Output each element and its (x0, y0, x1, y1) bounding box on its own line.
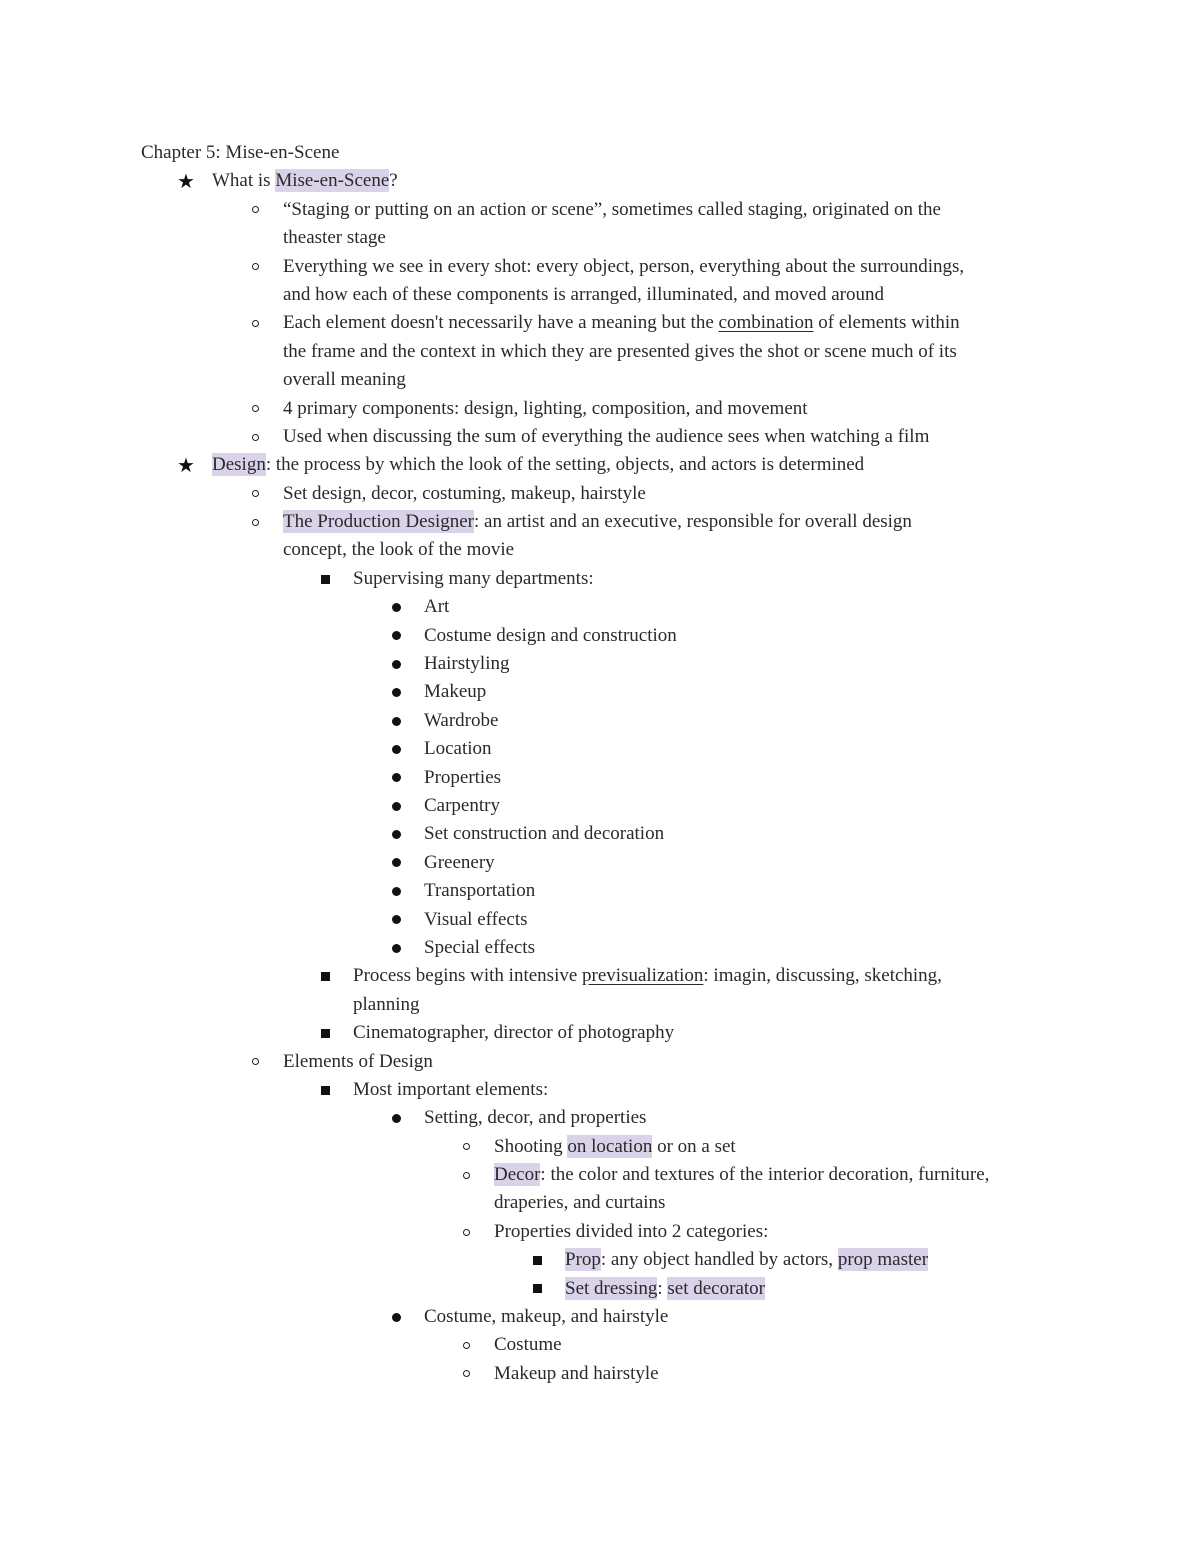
square-bullet-icon (528, 1275, 546, 1303)
circle-bullet-icon (246, 1048, 264, 1076)
list-item (0, 622, 1200, 650)
list-item (0, 820, 1200, 848)
list-item (0, 1133, 1200, 1161)
list-item (0, 1246, 1200, 1274)
item-text: : the process by which the look of the setting, objects, and actors is determined (265, 454, 865, 476)
item-text: 4 primary components: design, lighting, composition, and movement (283, 397, 808, 419)
list-item (0, 934, 1200, 962)
circle-bullet-icon (246, 423, 264, 451)
item-text: “Staging or putting on an action or scene”, sometimes called staging, originated on the (283, 198, 941, 220)
square-bullet-icon (528, 1246, 546, 1274)
square-bullet-icon (316, 962, 334, 990)
dot-bullet-icon (387, 1303, 405, 1331)
department-item: Location (424, 738, 492, 760)
circle-bullet-icon (457, 1360, 475, 1388)
item-text: concept, the look of the movie (283, 539, 515, 561)
list-item (0, 906, 1200, 934)
item-text: : the color and textures of the interior decoration, furniture, (540, 1164, 990, 1186)
list-item (0, 1360, 1200, 1388)
circle-bullet-icon (246, 309, 264, 337)
item-text: and how each of these components is arranged, illuminated, and moved around (283, 283, 884, 305)
dot-bullet-icon (387, 622, 405, 650)
highlighted-term: Prop (565, 1249, 601, 1271)
list-item (0, 1218, 1200, 1246)
circle-bullet-icon (246, 395, 264, 423)
list-item (0, 565, 1200, 593)
star-bullet-icon: ★ (177, 453, 195, 478)
list-item (0, 735, 1200, 763)
item-text: Costume, makeup, and hairstyle (424, 1306, 669, 1328)
document-body (0, 139, 1200, 1388)
item-text: Process begins with intensive (353, 965, 583, 987)
dot-bullet-icon (387, 792, 405, 820)
list-item (0, 849, 1200, 877)
circle-bullet-icon (457, 1161, 475, 1189)
item-text: Supervising many departments: (353, 567, 594, 589)
list-item (0, 1275, 1200, 1303)
underlined-term: combination (718, 312, 814, 334)
list-item-continuation (0, 366, 1200, 394)
square-bullet-icon (316, 1076, 334, 1104)
list-item (0, 253, 1200, 281)
question-suffix: ? (389, 170, 398, 192)
list-item (0, 707, 1200, 735)
chapter-title-line (0, 139, 1200, 167)
highlighted-term: Set dressing (565, 1277, 658, 1299)
underlined-term: previsualization (582, 965, 704, 987)
item-text: Costume (494, 1334, 562, 1356)
highlighted-term: prop master (837, 1249, 929, 1271)
circle-bullet-icon (246, 253, 264, 281)
department-item: Hairstyling (424, 653, 510, 675)
circle-bullet-icon (246, 480, 264, 508)
list-item (0, 1076, 1200, 1104)
square-bullet-icon (316, 1019, 334, 1047)
highlighted-term: The Production Designer (283, 511, 475, 533)
item-text: Everything we see in every shot: every object, person, everything about the surroundings, (283, 255, 965, 277)
list-item (0, 593, 1200, 621)
dot-bullet-icon (387, 764, 405, 792)
item-text: : any object handled by actors, (600, 1249, 838, 1271)
item-text: : an artist and an executive, responsible for overall design (474, 511, 912, 533)
list-item (0, 1104, 1200, 1132)
item-text: overall meaning (283, 369, 406, 391)
highlighted-term: Design (212, 454, 266, 476)
item-text: Each element doesn't necessarily have a meaning but the (283, 312, 719, 334)
department-item: Wardrobe (424, 709, 499, 731)
square-bullet-icon (316, 565, 334, 593)
department-item: Visual effects (424, 908, 528, 930)
list-item (0, 167, 1200, 195)
list-item (0, 309, 1200, 337)
circle-bullet-icon (246, 196, 264, 224)
department-item: Art (424, 596, 450, 618)
highlighted-term: Mise-en-Scene (275, 170, 390, 192)
list-item-continuation (0, 338, 1200, 366)
dot-bullet-icon (387, 906, 405, 934)
department-item: Properties (424, 766, 502, 788)
department-item: Transportation (424, 880, 536, 902)
item-text: Properties divided into 2 categories: (494, 1220, 769, 1242)
circle-bullet-icon (246, 508, 264, 536)
list-item-continuation (0, 1189, 1200, 1217)
item-text: of elements within (813, 312, 960, 334)
circle-bullet-icon (457, 1218, 475, 1246)
list-item-continuation (0, 536, 1200, 564)
item-text: Setting, decor, and properties (424, 1107, 647, 1129)
department-item: Costume design and construction (424, 624, 677, 646)
item-text: planning (353, 993, 420, 1015)
dot-bullet-icon (387, 593, 405, 621)
dot-bullet-icon (387, 678, 405, 706)
list-item (0, 962, 1200, 990)
list-item (0, 480, 1200, 508)
item-text: Elements of Design (283, 1050, 433, 1072)
dot-bullet-icon (387, 650, 405, 678)
item-text: the frame and the context in which they are presented gives the shot or scene much of its (283, 340, 957, 362)
list-item-continuation (0, 281, 1200, 309)
list-item (0, 1161, 1200, 1189)
list-item (0, 650, 1200, 678)
dot-bullet-icon (387, 820, 405, 848)
item-text: : imagin, discussing, sketching, (703, 965, 942, 987)
chapter-title: Chapter 5: Mise-en-Scene (141, 142, 340, 163)
list-item (0, 877, 1200, 905)
list-item (0, 423, 1200, 451)
department-item: Carpentry (424, 794, 500, 816)
dot-bullet-icon (387, 735, 405, 763)
dot-bullet-icon (387, 849, 405, 877)
list-item (0, 792, 1200, 820)
list-item (0, 508, 1200, 536)
item-text: Shooting (494, 1135, 568, 1157)
star-bullet-icon: ★ (177, 169, 195, 194)
list-item (0, 395, 1200, 423)
list-item (0, 451, 1200, 479)
item-text: or on a set (652, 1135, 736, 1157)
list-item (0, 764, 1200, 792)
list-item (0, 1331, 1200, 1359)
item-text: Used when discussing the sum of everything the audience sees when watching a film (283, 425, 930, 447)
item-text: theaster stage (283, 227, 386, 249)
department-item: Makeup (424, 681, 487, 703)
highlighted-term: set decorator (667, 1277, 765, 1299)
highlighted-term: on location (567, 1135, 653, 1157)
item-text: Cinematographer, director of photography (353, 1022, 675, 1044)
circle-bullet-icon (457, 1133, 475, 1161)
circle-bullet-icon (457, 1331, 475, 1359)
dot-bullet-icon (387, 934, 405, 962)
question-prefix: What is (212, 170, 276, 192)
list-item-continuation (0, 991, 1200, 1019)
department-item: Special effects (424, 936, 535, 958)
item-text: Most important elements: (353, 1078, 549, 1100)
dot-bullet-icon (387, 877, 405, 905)
item-text: draperies, and curtains (494, 1192, 666, 1214)
item-text: Set design, decor, costuming, makeup, hairstyle (283, 482, 646, 504)
department-item: Greenery (424, 851, 495, 873)
highlighted-term: Decor (494, 1164, 541, 1186)
item-text: Makeup and hairstyle (494, 1362, 659, 1384)
list-item (0, 196, 1200, 224)
list-item (0, 1048, 1200, 1076)
dot-bullet-icon (387, 707, 405, 735)
list-item (0, 1019, 1200, 1047)
list-item (0, 678, 1200, 706)
list-item-continuation (0, 224, 1200, 252)
dot-bullet-icon (387, 1104, 405, 1132)
list-item (0, 1303, 1200, 1331)
department-item: Set construction and decoration (424, 823, 665, 845)
item-text: : (657, 1277, 668, 1299)
